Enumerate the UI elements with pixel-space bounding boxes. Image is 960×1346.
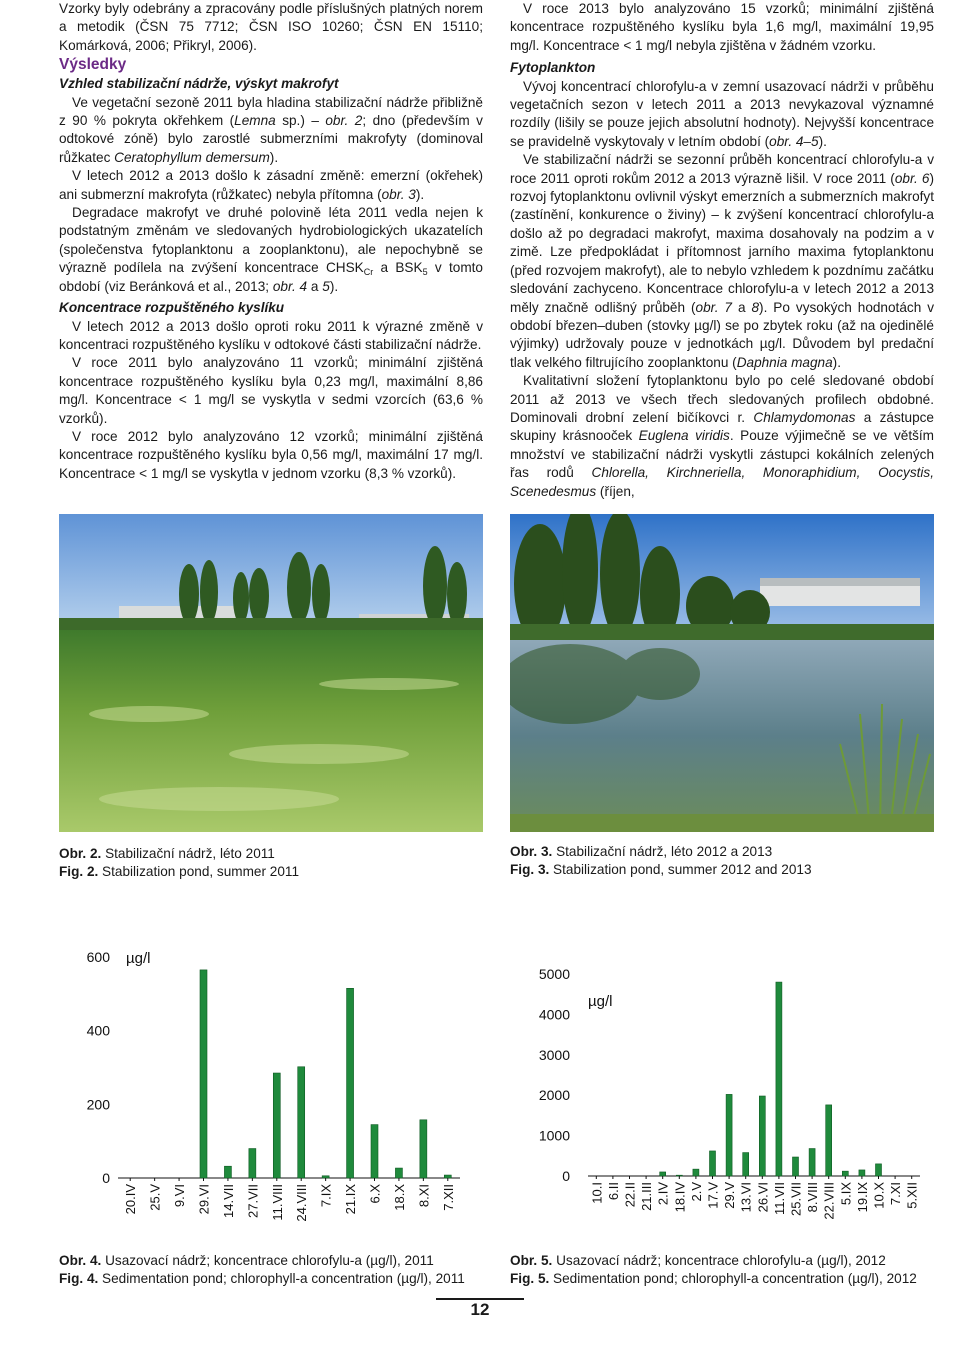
figure-3-caption	[510, 843, 934, 878]
macrophytes-paragraph-1: Ve vegetační sezoně 2011 byla hladina stabilizační nádrže přibližně z 90 % pokryta okřehkem (Lemna sp.) – obr. 2; dno (především v odtokové zóně) bylo zarostlé submerzními makrofyty (dominoval růžkatec Ceratophyllum demersum).	[59, 94, 483, 165]
photo-pond-duckweed-drawing	[59, 514, 483, 832]
y-tick-label: 3000	[538, 1046, 570, 1063]
x-tick-label: 11.VII	[771, 1182, 787, 1216]
bar	[200, 970, 207, 1178]
bar	[793, 1157, 799, 1176]
figure-2-caption-en: Fig. 2. Stabilization pond, summer 2011	[59, 863, 300, 879]
bar	[371, 1125, 378, 1178]
figure-3-caption-en: Fig. 3. Stabilization pond, summer 2012 and 2013	[510, 861, 812, 877]
chart-chlorophyll-2012	[520, 962, 930, 1242]
figure-3-caption-cz: Obr. 3. Stabilizační nádrž, léto 2012 a 2013	[510, 844, 773, 859]
x-tick-label: 6.X	[367, 1184, 383, 1204]
oxygen-heading: Koncentrace rozpuštěného kyslíku	[59, 300, 285, 316]
x-tick-label: 10.X	[871, 1182, 887, 1209]
y-tick-label: 1000	[538, 1127, 570, 1144]
bar	[826, 1105, 832, 1176]
macrophytes-paragraph-3: Degradace makrofyt ve druhé polovině léta 2011 vedla nejen k podstatným změnám ve sledovaných hydrobiologických ukazatelích (společenstva fytoplanktonu a zooplanktonu), ale nepochybně se výrazně podílela na zvýšení koncentrace $CHSK_{Cr}$ a $BSK_5$ v tomto období (viz Beránková et al., 2013; obr. 4 a 5).	[59, 205, 483, 294]
bar	[809, 1149, 815, 1176]
y-tick-label: 0	[102, 1170, 110, 1186]
oxygen-paragraph-2: V roce 2011 bylo analyzováno 11 vzorků; minimální zjištěná koncentrace rozpuštěného kyslíku byla 0,23 mg/l, maximální 8,86 mg/l. Koncentrace < 1 mg/l se vyskytla v sedmi vzorcích (63,6 % vzorků).	[59, 355, 483, 426]
bar	[876, 1164, 882, 1176]
x-tick-label: 22.II	[622, 1182, 638, 1208]
bar	[726, 1094, 732, 1176]
bar	[676, 1175, 682, 1176]
bar	[660, 1172, 666, 1176]
x-tick-label: 14.VII	[220, 1184, 236, 1218]
bar	[249, 1149, 256, 1178]
x-tick-label: 21.III	[639, 1182, 655, 1211]
x-tick-label: 20.IV	[123, 1184, 139, 1215]
photo-pond-clear	[510, 514, 934, 832]
bar	[859, 1170, 865, 1176]
y-tick-label: 4000	[538, 1006, 570, 1023]
phytoplankton-paragraph-2: Ve stabilizační nádrži se sezonní průběh koncentrací chlorofylu-a v roce 2011 oproti rokům 2012 a 2013 výrazně lišil. V roce 2011 (obr. 6) rozvoj fytoplanktonu ovlivnil výskyt emerzních a submerzních makrofyt (zastínění, konkurence o živiny) – k zvýšení koncentrací chlorofylu-a došlo až po degradaci makrofyt, maxima dosahovaly na podzim a v zimě. Lze předpokládat i přítomnost jarního maxima fytoplanktonu (před rozvojem makrofyt), ale to nebylo vzhledem k pozdnímu začátku sledování zachyceno. Koncentrace chlorofylu-a v letech 2012 a 2013 měly značně odlišný průběh (obr. 7 a 8). Po vysokých hodnotách v období březen–duben (stovky µg/l) se po zbytek roku (až na ojedinělé výjimky) udržovaly pouze v jednotkách µg/l. Důvodem byl predační tlak velkého filtrujícího zooplanktonu (Daphnia magna).	[510, 152, 935, 370]
figure-5-caption-cz: Obr. 5. Usazovací nádrž; koncentrace chlorofylu-a (µg/l), 2012	[510, 1253, 886, 1268]
bar	[322, 1176, 329, 1178]
photo-pond-clear-drawing	[510, 514, 934, 832]
x-tick-label: 7.IX	[318, 1184, 334, 1208]
bar	[273, 1073, 280, 1178]
figure-4-caption	[59, 1252, 483, 1287]
x-tick-label: 26.VI	[755, 1182, 771, 1213]
methods-paragraph: Vzorky byly odebrány a zpracovány podle příslušných platných norem a metodik (ČSN 75 7712; ČSN ISO 10260; ČSN EN 15110; Komárková, 2006; Přikryl, 2006).	[59, 1, 483, 53]
oxygen-paragraph-4: V roce 2013 bylo analyzováno 15 vzorků; minimální zjištěná koncentrace rozpuštěného kyslíku byla 1,6 mg/l, maximální 19,95 mg/l. Koncentrace < 1 mg/l nebyla zjištěna v žádném vzorku.	[510, 1, 934, 53]
x-tick-label: 7.XII	[440, 1184, 456, 1211]
figure-5-caption	[510, 1252, 934, 1287]
y-tick-label: 200	[86, 1096, 110, 1113]
right-column	[510, 0, 934, 501]
x-tick-label: 5.IX	[838, 1182, 854, 1206]
x-tick-label: 7.XI	[888, 1182, 904, 1206]
y-tick-label: 5000	[538, 966, 570, 982]
x-tick-label: 19.IX	[854, 1182, 870, 1213]
y-tick-label: 600	[86, 949, 110, 965]
x-tick-label: 22.VIII	[821, 1182, 837, 1220]
chart-chlorophyll-2011	[70, 945, 470, 1240]
figure-2-caption	[59, 845, 483, 880]
bar	[842, 1171, 848, 1176]
bar	[347, 988, 354, 1178]
left-column	[59, 0, 483, 483]
macrophytes-paragraph-2: V letech 2012 a 2013 došlo k zásadní změně: emerzní (okřehek) ani submerzní makrofyta (růžkatec) nebyla přítomna (obr. 3).	[59, 168, 483, 202]
x-tick-label: 25.VII	[788, 1182, 804, 1216]
x-tick-label: 5.XII	[904, 1182, 920, 1209]
x-tick-label: 11.VIII	[269, 1184, 285, 1221]
oxygen-paragraph-3: V roce 2012 bylo analyzováno 12 vzorků; minimální zjištěná koncentrace rozpuštěného kyslíku byla 0,56 mg/l, maximální 17 mg/l. Koncentrace < 1 mg/l se vyskytla v jednom vzorku (8,3 % vzorků).	[59, 428, 483, 481]
bar	[420, 1120, 427, 1178]
figure-5-caption-en: Fig. 5. Sedimentation pond; chlorophyll-a concentration (µg/l), 2012	[510, 1270, 917, 1286]
x-tick-label: 29.V	[722, 1182, 738, 1209]
bar	[395, 1168, 402, 1178]
bar	[444, 1175, 451, 1178]
x-tick-label: 21.IX	[343, 1184, 359, 1215]
x-tick-label: 9.VI	[172, 1184, 188, 1208]
x-tick-label: 27.VII	[245, 1184, 261, 1218]
bar	[298, 1067, 305, 1178]
y-tick-label: 2000	[538, 1087, 570, 1104]
unit-label: µg/l	[588, 993, 613, 1010]
bar	[693, 1169, 699, 1176]
x-tick-label: 18.X	[391, 1184, 407, 1211]
bar	[224, 1166, 231, 1178]
phytoplankton-paragraph-3: Kvalitativní složení fytoplanktonu bylo po celé sledované období 2011 až 2013 ve všech třech sledovaných profilech obdobné. Dominovali drobní zelení bičíkovci r. Chlamydomonas a zástupce skupiny krásnooček Euglena viridis. Pouze výjimečně se ve větším množství ve stabilizační nádrži vyskytli zástupci kokálních zelených řas rodů Chlorella, Kirchneriella, Monoraphidium, Oocystis, Scenedesmus (říjen,	[510, 373, 934, 499]
results-heading: Výsledky	[59, 56, 127, 74]
x-tick-label: 8.VIII	[805, 1182, 821, 1213]
figure-4-caption-cz: Obr. 4. Usazovací nádrž; koncentrace chlorofylu-a (µg/l), 2011	[59, 1253, 434, 1268]
phytoplankton-paragraph-1: Vývoj koncentrací chlorofylu-a v zemní usazovací nádrži v průběhu vegetačních sezon v letech 2011 a 2013 nevykazoval významné rozdíly (lišily se pouze jejich absolutní hodnoty). Nejvyšší koncentrace se pravidelně vyskytovaly v letním období (obr. 4–5).	[510, 78, 934, 149]
bar	[759, 1096, 765, 1176]
figure-2-caption-cz: Obr. 2. Stabilizační nádrž, léto 2011	[59, 846, 275, 861]
x-tick-label: 2.V	[688, 1182, 704, 1202]
x-tick-label: 13.VI	[738, 1182, 754, 1213]
oxygen-paragraph-1: V letech 2012 a 2013 došlo oproti roku 2011 k výrazné změně v koncentraci rozpuštěného kyslíku v odtokové části stabilizační nádrže.	[59, 318, 483, 352]
chart-chlorophyll-2012-svg	[520, 962, 930, 1242]
page-number: 12	[470, 1300, 490, 1319]
figure-4-caption-en: Fig. 4. Sedimentation pond; chlorophyll-a concentration (µg/l), 2011	[59, 1270, 465, 1286]
x-tick-label: 25.V	[147, 1184, 163, 1211]
phytoplankton-heading: Fytoplankton	[510, 60, 596, 76]
x-tick-label: 10.I	[589, 1182, 605, 1204]
x-tick-label: 24.VIII	[294, 1184, 310, 1222]
photo-pond-duckweed	[59, 514, 483, 832]
chart-chlorophyll-2011-svg	[70, 945, 470, 1240]
y-tick-label: 0	[562, 1168, 570, 1184]
x-tick-label: 18.IV	[672, 1182, 688, 1213]
x-tick-label: 29.VI	[196, 1184, 212, 1215]
x-tick-label: 6.II	[605, 1182, 621, 1201]
bar	[776, 982, 782, 1176]
x-tick-label: 17.V	[705, 1182, 721, 1209]
unit-label: µg/l	[126, 950, 151, 967]
y-tick-label: 400	[86, 1022, 110, 1039]
bar	[743, 1153, 749, 1176]
x-tick-label: 8.XI	[416, 1184, 432, 1208]
bar	[710, 1151, 716, 1176]
x-tick-label: 2.IV	[655, 1182, 671, 1206]
macrophytes-heading: Vzhled stabilizační nádrže, výskyt makrofyt	[59, 76, 339, 92]
